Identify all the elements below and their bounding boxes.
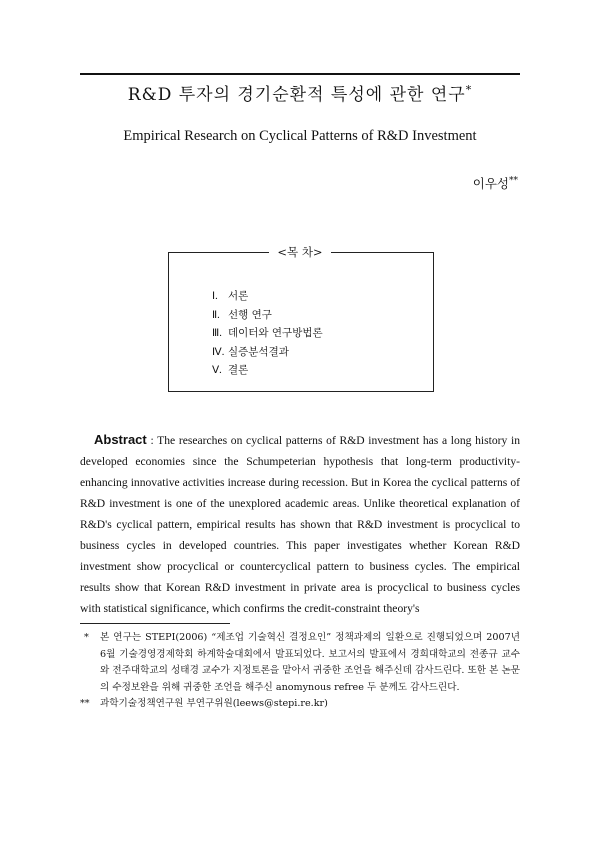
footnote-rule	[80, 623, 230, 624]
page-title: R&D 투자의 경기순환적 특성에 관한 연구*	[127, 83, 473, 105]
title-top-rule	[80, 73, 520, 75]
title-footnote-mark: *	[465, 83, 473, 97]
toc-item: Ⅳ. 실증분석결과	[212, 345, 289, 358]
author-name: 이우성**	[472, 175, 518, 191]
toc-list	[212, 287, 323, 380]
toc-item: Ⅱ. 선행 연구	[212, 308, 272, 321]
toc-item: Ⅰ. 서론	[212, 290, 249, 302]
toc-heading: <목 차>	[0, 244, 600, 260]
abstract-paragraph	[80, 429, 520, 619]
english-subtitle: Empirical Research on Cyclical Patterns of R&D Investment	[123, 128, 477, 144]
toc-item: Ⅲ. 데이터와 연구방법론	[212, 327, 323, 339]
footnote-item: * 본 연구는 STEPI(2006) “제조업 기술혁신 결정요인” 정책과제의 일환으로 진행되었으며 2007년 6월 기술경영경제학회 하계학술대회에서 발표되었다. 보고서의 발표에서 경희대학교의 전종규 교수와 전주대학교의 성태경 교수가 지정토론을 맡아서 귀중한 조언을 해주신데 감사드린다. 또한 본 논문의 수정보완을 위해 귀중한 조언을 해주신 anomynous refree 두 분께도 감사드린다.	[84, 632, 520, 693]
footnote-item: ** 과학기술정책연구원 부연구위원(leews@stepi.re.kr)	[80, 698, 328, 709]
footnotes	[80, 630, 520, 713]
toc-item: Ⅴ. 결론	[212, 364, 249, 376]
author-footnote-mark: **	[509, 175, 518, 186]
abstract-label: Abstract	[94, 432, 147, 447]
abstract-text: : The researches on cyclical patterns of R&D investment has a long history in developed economies since the Schumpeterian hypothesis that long-term productivity-enhancing innovative activities increase during recession. But in Korea the cyclical patterns of R&D investment is one of the unexplored academic areas. Unlike theoretical explanation of R&D's cyclical pattern, empirical results has shown that R&D investment is procyclical to business cycles in developed countries. This paper investigates whether Korean R&D investment show procyclical or countercyclical pattern to business cycles. The empirical results show that Korean R&D investment in private area is procyclical to business cycles with statistical significance, which confirms the credit-constraint theory's	[80, 434, 520, 615]
